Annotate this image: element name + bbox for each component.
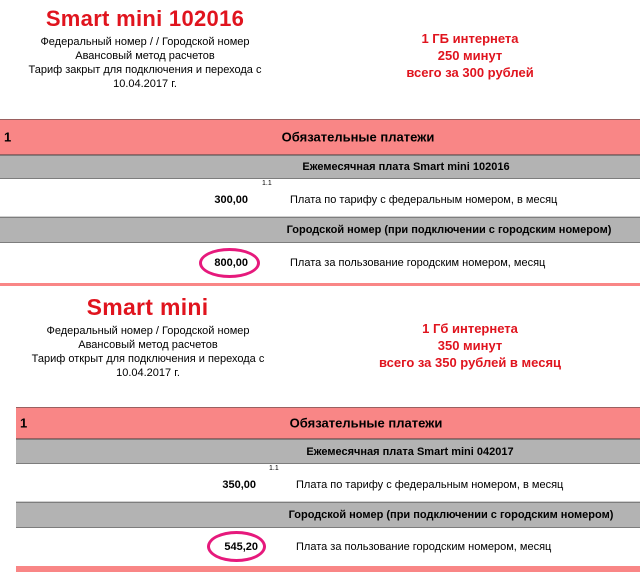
monthly-fee-row-1 <box>0 179 640 217</box>
tariff-info-2 <box>0 324 296 380</box>
city-number-label: Городской номер (при подключении с городским номером) <box>288 509 614 521</box>
info-line: Авансовый метод расчетов <box>78 339 218 351</box>
monthly-fee-header-1 <box>0 155 640 179</box>
city-number-row-1 <box>0 243 640 283</box>
divider-line <box>0 283 640 286</box>
monthly-fee-label: Ежемесячная плата Smart mini 042017 <box>306 445 514 458</box>
section-header-2 <box>16 407 640 439</box>
city-desc: Плата за пользование городским номером, месяц <box>290 257 546 269</box>
city-desc: Плата за пользование городским номером, месяц <box>296 541 552 553</box>
info-line: Авансовый метод расчетов <box>75 50 215 62</box>
city-number-header-1 <box>0 217 640 243</box>
subitem-number: 1.1 <box>262 180 272 187</box>
section-number: 1 <box>4 129 12 145</box>
promo-line: 350 минут <box>437 338 503 353</box>
city-price: 545,20 <box>224 541 258 553</box>
monthly-price: 300,00 <box>214 194 248 206</box>
monthly-fee-row-2 <box>16 464 640 502</box>
divider-line <box>16 566 640 572</box>
monthly-desc: Плата по тарифу с федеральным номером, в месяц <box>290 194 558 206</box>
info-line: Федеральный номер / Городской номер <box>46 325 250 337</box>
subitem-number: 1.1 <box>269 465 279 472</box>
monthly-fee-label: Ежемесячная плата Smart mini 102016 <box>302 161 510 173</box>
info-line: 10.04.2017 г. <box>113 78 177 90</box>
promo-line: всего за 350 рублей в месяц <box>378 355 562 370</box>
city-number-label: Городской номер (при подключении с городским номером) <box>286 224 612 236</box>
monthly-fee-header-2 <box>16 439 640 464</box>
promo-2 <box>365 320 575 371</box>
info-line: Федеральный номер / / Городской номер <box>40 36 250 48</box>
section-number: 1 <box>20 415 28 431</box>
tariff-title-2: Smart mini <box>86 294 209 320</box>
tariff-title-1: Smart mini 102016 <box>45 6 245 31</box>
promo-1 <box>370 30 570 81</box>
city-number-row-2 <box>16 528 640 566</box>
monthly-price: 350,00 <box>222 479 256 491</box>
info-line: 10.04.2017 г. <box>116 367 180 379</box>
info-line: Тариф закрыт для подключения и перехода с <box>28 64 262 76</box>
section-label: Обязательные платежи <box>281 129 435 145</box>
section-header-1 <box>0 119 640 155</box>
section-label: Обязательные платежи <box>289 415 443 431</box>
promo-line: всего за 300 рублей <box>406 65 534 80</box>
promo-line: 250 минут <box>437 48 503 63</box>
promo-line: 1 Гб интернета <box>422 321 518 336</box>
monthly-desc: Плата по тарифу с федеральным номером, в месяц <box>296 479 564 491</box>
highlight-circle <box>199 248 260 278</box>
city-number-header-2 <box>16 502 640 528</box>
tariff-info-1 <box>0 35 290 91</box>
city-price: 800,00 <box>214 257 248 269</box>
highlight-circle <box>207 531 266 562</box>
info-line: Тариф открыт для подключения и перехода с <box>31 353 265 365</box>
promo-line: 1 ГБ интернета <box>421 31 519 46</box>
